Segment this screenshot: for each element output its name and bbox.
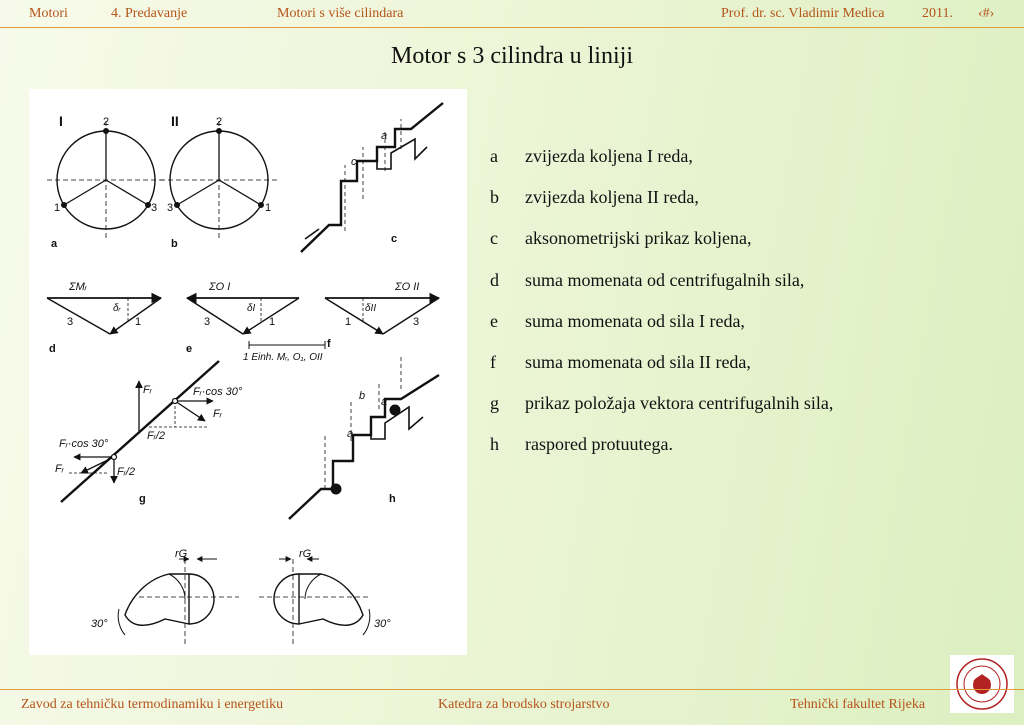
header-page-number: ‹#› <box>978 6 995 21</box>
delta-r-label: δᵣ <box>113 303 121 314</box>
centrifugal-force-diagram <box>61 361 219 502</box>
sum-mr-label: ΣMᵣ <box>69 281 87 293</box>
crank-3-label-b: 3 <box>167 202 174 214</box>
fr-cos-label-left: Fᵣ·cos 30° <box>59 438 109 450</box>
legend-letter: d <box>490 269 499 290</box>
legend-text: aksonometrijski prikaz koljena, <box>525 228 752 249</box>
f-3-label: 3 <box>413 316 420 328</box>
panel-a-label: a <box>51 238 58 250</box>
angle-30-label-left: 30° <box>91 618 108 630</box>
dim-a-label-c: a <box>381 130 388 142</box>
angle-30-label-right: 30° <box>374 618 391 630</box>
crankshaft-axonometric <box>301 103 443 252</box>
panel-c-label: c <box>391 233 398 245</box>
rg-label-right: rG <box>299 548 312 560</box>
fr-half-label-bottom: Fᵣ/2 <box>117 466 135 478</box>
fr-half-label-top: Fᵣ/2 <box>147 430 165 442</box>
header-author: Prof. dr. sc. Vladimir Medica <box>721 6 885 21</box>
legend-letter: h <box>490 434 499 455</box>
header-lecture: 4. Predavanje <box>111 6 188 21</box>
crank-1-label-b: 1 <box>265 202 272 214</box>
crank-star-second-order <box>160 121 278 239</box>
panel-d-label: d <box>49 343 56 355</box>
counterweight-section-right <box>259 559 370 644</box>
fr-label-top: Fᵣ <box>143 384 152 396</box>
crank-2-label: 2 <box>103 116 110 128</box>
panel-b-label: b <box>171 238 178 250</box>
panel-f-label: f <box>327 338 331 350</box>
delta-2-label: δII <box>365 303 377 314</box>
scale-bar <box>249 341 325 349</box>
legend-text: suma momenata od sila II reda, <box>525 351 751 372</box>
e-1-label: 1 <box>269 316 276 328</box>
fr-cos-label-top: Fᵣ·cos 30° <box>193 386 243 398</box>
dim-a-label-h2: a <box>381 396 388 408</box>
legend-letter: g <box>490 393 499 414</box>
d-1-label: 1 <box>135 316 142 328</box>
counterweight-layout <box>289 357 439 519</box>
panel-g-label: g <box>139 493 146 505</box>
engine-figure <box>29 89 467 655</box>
rg-label-left: rG <box>175 548 188 560</box>
dim-c-label: c <box>351 156 357 168</box>
counterweight-section-left <box>118 559 239 644</box>
legend-letter: f <box>490 351 496 372</box>
footer-department: Katedra za brodsko strojarstvo <box>438 697 610 712</box>
d-3-label: 3 <box>67 316 74 328</box>
crank-2-label-b: 2 <box>216 116 223 128</box>
slide-header <box>0 0 1024 28</box>
legend-letter: e <box>490 310 498 331</box>
header-year: 2011. <box>922 6 953 21</box>
f-1-label: 1 <box>345 316 352 328</box>
slide-title: Motor s 3 cilindra u liniji <box>391 43 633 69</box>
dim-a-label-h: a <box>347 428 354 440</box>
dim-b-label: b <box>359 390 366 402</box>
moment-triangle-f <box>325 298 439 334</box>
header-topic: Motori s više cilindara <box>277 6 404 21</box>
legend-text: raspored protuutega. <box>525 434 673 455</box>
crank-3-label: 3 <box>151 202 158 214</box>
moment-triangle-d <box>47 298 161 334</box>
e-3-label: 3 <box>204 316 211 328</box>
footer-institute: Zavod za tehničku termodinamiku i energetiku <box>21 697 284 712</box>
crank-1-label: 1 <box>54 202 61 214</box>
roman-I-label: I <box>59 113 63 129</box>
slide-footer <box>0 689 1024 725</box>
footer-faculty: Tehnički fakultet Rijeka <box>790 697 926 712</box>
legend-text: prikaz položaja vektora centrifugalnih sila, <box>525 393 834 414</box>
sum-o1-label: ΣO I <box>209 281 231 293</box>
legend-letter: c <box>490 228 498 249</box>
legend-letter: a <box>490 146 498 166</box>
fr-label-left: Fᵣ <box>55 463 64 475</box>
delta-1-label: δI <box>247 303 256 314</box>
legend-text: zvijezda koljena II reda, <box>525 187 699 208</box>
roman-II-label: II <box>171 113 179 129</box>
legend-text: zvijezda koljena I reda, <box>525 146 693 166</box>
legend-text: suma momenata od centrifugalnih sila, <box>525 269 805 290</box>
scale-note: 1 Einh. Mᵣ, O₁, OII <box>243 352 323 363</box>
panel-h-label: h <box>389 493 396 505</box>
sum-o2-label: ΣO II <box>395 281 420 293</box>
legend-letter: b <box>490 187 499 208</box>
crank-star-first-order <box>47 121 165 239</box>
panel-e-label: e <box>186 343 193 355</box>
header-course: Motori <box>29 6 68 21</box>
legend-text: suma momenata od sila I reda, <box>525 310 745 331</box>
fr-label-right: Fᵣ <box>213 408 222 420</box>
